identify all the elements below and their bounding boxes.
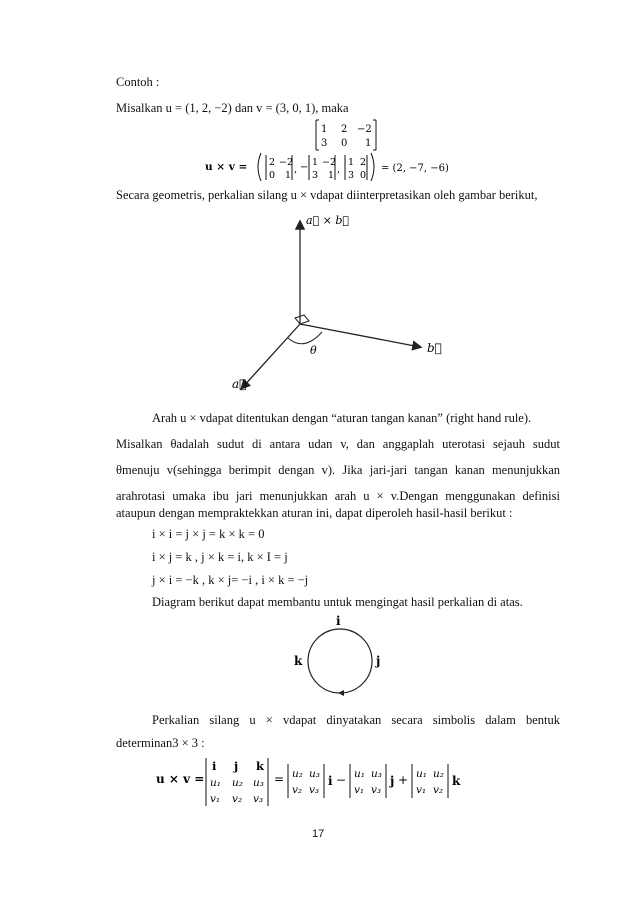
geometry-sentence: Secara geometris, perkalian silang u × vdapat diinterpretasikan oleh gambar berikut,	[116, 188, 538, 202]
result-3: j × i = −k , k × j= −i , i × k = −j	[152, 573, 309, 587]
cycle-j: j	[376, 654, 381, 668]
cross-result: = (2, −7, −6)	[381, 163, 449, 174]
det1-c: 0	[269, 170, 276, 181]
m1-a: u₂	[292, 768, 303, 780]
m-r1c2: 2	[341, 124, 348, 135]
a-vector	[242, 324, 300, 388]
para-line3: θmenuju v(sehingga berimpit dengan v). Jika jari-jari tangan kanan menunjukkan	[116, 463, 560, 477]
det3-b: 2	[360, 157, 367, 168]
det-row1-k: k	[256, 759, 264, 773]
result-4: Diagram berikut dapat membantu untuk mengingat hasil perkalian di atas.	[152, 595, 523, 609]
ijk-cycle-diagram	[282, 613, 392, 701]
det-row3-2: v₂	[232, 793, 243, 805]
m2-a: u₁	[354, 768, 365, 780]
label-axb: a⃗ × b⃗	[306, 214, 350, 227]
svg-text:,: ,	[294, 164, 298, 175]
det-row2-2: u₂	[232, 777, 243, 789]
para-line1: Arah u × vdapat ditentukan dengan “aturan tangan kanan” (right hand rule).	[152, 411, 532, 425]
cycle-i: i	[336, 614, 341, 628]
label-a: a⃗	[232, 377, 247, 391]
m-r2c3: 1	[365, 138, 372, 149]
m1-c: v₂	[292, 784, 303, 796]
example-intro: Misalkan u = (1, 2, −2) dan v = (3, 0, 1), maka	[116, 101, 349, 115]
cross-lhs: u × v =	[205, 161, 248, 173]
label-b: b⃗	[427, 341, 442, 355]
m-r1c1: 1	[321, 124, 328, 135]
det2-c: 3	[312, 170, 319, 181]
m3-d: v₂	[433, 784, 444, 796]
svg-text:=: =	[274, 772, 285, 786]
svg-text:−: −	[300, 162, 309, 173]
para-line5: ataupun dengan mempraktekkan aturan ini, dapat diperoleh hasil-hasil berikut :	[116, 506, 513, 520]
example-label: Contoh :	[116, 75, 160, 89]
m3-c: v₁	[416, 784, 427, 796]
det-row3-1: v₁	[210, 793, 221, 805]
cross-product-figure	[222, 212, 452, 402]
det3-c: 3	[348, 170, 355, 181]
result-1: i × i = j × j = k × k = 0	[152, 527, 265, 541]
unit-i: i	[328, 774, 333, 788]
det-row2-1: u₁	[210, 777, 221, 789]
det-row3-3: v₃	[253, 793, 264, 805]
para-line4: arahrotasi umaka ibu jari menunjukkan arah u × v.Dengan menggunakan definisi	[116, 489, 560, 503]
det2-d: 1	[328, 170, 335, 181]
para-line2: Misalkan θadalah sudut di antara udan v, dan anggaplah uterotasi sejauh sudut	[116, 437, 560, 451]
m2-b: u₃	[371, 768, 382, 780]
det-text-line2: determinan3 × 3 :	[116, 736, 205, 750]
det-lhs: u × v =	[156, 772, 205, 786]
det3-d: 0	[360, 170, 367, 181]
det1-d: 1	[285, 170, 292, 181]
det-row1-j: j	[234, 759, 239, 773]
page-number: 17	[312, 828, 325, 840]
m-r1c3: −2	[357, 124, 372, 135]
cross-product-example	[205, 150, 505, 184]
unit-k: k	[452, 774, 461, 788]
det3-a: 1	[348, 157, 355, 168]
m3-a: u₁	[416, 768, 427, 780]
det1-b: −2	[279, 157, 294, 168]
cycle-k: k	[294, 654, 303, 668]
det-row2-3: u₃	[253, 777, 264, 789]
m2-c: v₁	[354, 784, 365, 796]
determinant-formula	[156, 752, 566, 810]
m1-d: v₃	[309, 784, 320, 796]
label-theta: θ	[310, 344, 317, 357]
svg-text:+: +	[398, 773, 409, 787]
svg-text:−: −	[336, 773, 347, 787]
det2-b: −2	[322, 157, 337, 168]
det2-a: 1	[312, 157, 319, 168]
det-text-line1: Perkalian silang u × vdapat dinyatakan secara simbolis dalam bentuk	[152, 713, 560, 727]
m-r2c2: 0	[341, 138, 348, 149]
result-2: i × j = k , j × k = i, k × I = j	[152, 550, 288, 564]
det1-a: 2	[269, 157, 276, 168]
vector-matrix	[312, 118, 382, 152]
m2-d: v₃	[371, 784, 382, 796]
unit-j: j	[390, 774, 395, 788]
svg-text:,: ,	[337, 164, 341, 175]
m-r2c1: 3	[321, 138, 328, 149]
m1-b: u₃	[309, 768, 320, 780]
m3-b: u₂	[433, 768, 444, 780]
det-row1-i: i	[212, 759, 217, 773]
